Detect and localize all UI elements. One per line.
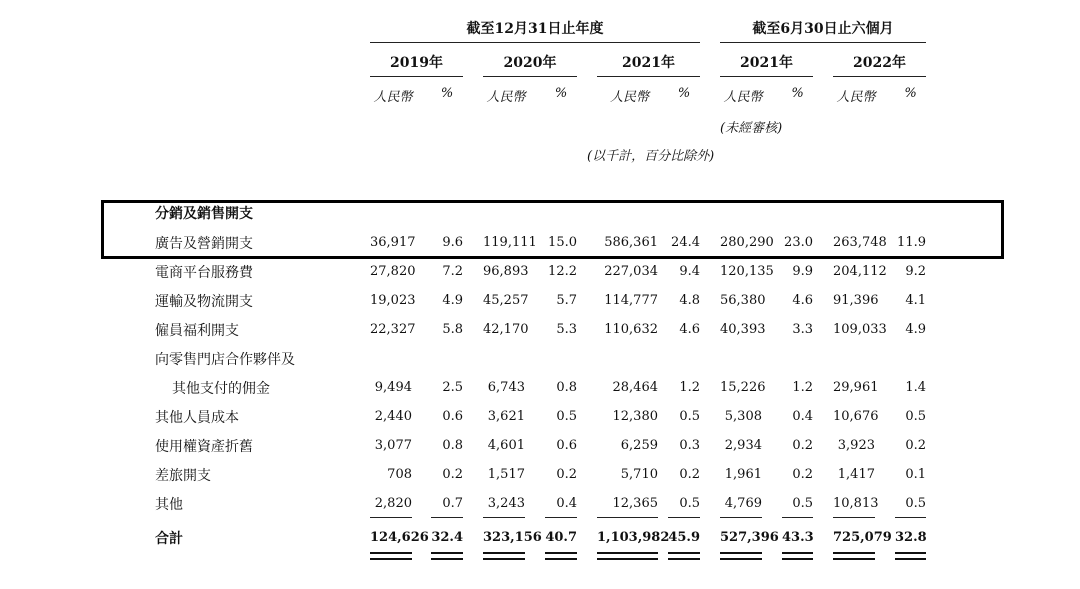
percent-cell: 0.4 (556, 496, 577, 511)
total-double-rule (431, 552, 463, 560)
amount-cell: 36,917 (370, 235, 416, 250)
row-label: 運輸及物流開支 (155, 294, 253, 310)
amount-cell: 9,494 (374, 380, 412, 395)
percent-cell: 0.5 (905, 409, 926, 424)
amount-cell: 263,748 (833, 235, 887, 250)
amount-cell: 12,365 (612, 496, 658, 511)
percent-cell: 5.7 (556, 293, 577, 308)
total-label: 合計 (155, 531, 183, 547)
row-label: 電商平台服務費 (155, 265, 253, 281)
percent-cell: 5.8 (442, 322, 463, 337)
total-percent-cell: 40.7 (545, 530, 577, 545)
total-double-rule (833, 552, 875, 560)
group-header-fiscal-year: 截至12月31日止年度 (466, 21, 604, 37)
amount-cell: 2,440 (374, 409, 412, 424)
row-label: 其他 (155, 497, 183, 513)
percent-cell: 5.3 (556, 322, 577, 337)
amount-cell: 280,290 (720, 235, 774, 250)
year-header: 2021年 (740, 55, 793, 71)
row-label: 僱員福利開支 (155, 323, 239, 339)
amount-cell: 10,813 (833, 496, 879, 511)
percent-cell: 4.6 (679, 322, 700, 337)
subtotal-rule (431, 517, 463, 518)
amount-cell: 10,676 (833, 409, 879, 424)
subtotal-rule (597, 517, 658, 518)
percent-cell: 0.5 (905, 496, 926, 511)
amount-cell: 110,632 (604, 322, 658, 337)
percent-cell: 0.8 (442, 438, 463, 453)
total-amount-cell: 124,626 (370, 530, 429, 545)
amount-cell: 3,243 (487, 496, 525, 511)
amount-cell: 4,769 (724, 496, 762, 511)
subtotal-rule (668, 517, 700, 518)
subtotal-rule (833, 517, 875, 518)
percent-cell: 0.2 (556, 467, 577, 482)
unit-rmb-header: 人民幣 (373, 90, 413, 105)
percent-cell: 0.2 (792, 467, 813, 482)
percent-cell: 0.2 (792, 438, 813, 453)
amount-cell: 4,601 (487, 438, 525, 453)
total-double-rule (895, 552, 926, 560)
amount-cell: 708 (387, 467, 412, 482)
amount-cell: 28,464 (612, 380, 658, 395)
unit-pct-header: % (791, 86, 804, 101)
percent-cell: 23.0 (784, 235, 813, 250)
total-percent-cell: 43.3 (782, 530, 814, 545)
unit-rmb-header: 人民幣 (723, 90, 763, 105)
group-header-fiscal-year-line (370, 42, 700, 43)
unit-pct-header: % (440, 86, 454, 101)
amount-cell: 29,961 (833, 380, 879, 395)
amount-cell: 5,308 (724, 409, 762, 424)
percent-cell: 0.1 (905, 467, 926, 482)
row-label: 使用權資產折舊 (155, 439, 253, 455)
percent-cell: 0.6 (442, 409, 463, 424)
percent-cell: 0.5 (679, 409, 700, 424)
amount-cell: 3,923 (837, 438, 875, 453)
amount-cell: 2,934 (724, 438, 762, 453)
amount-cell: 119,111 (483, 235, 537, 250)
percent-cell: 7.2 (442, 264, 463, 279)
year-header: 2021年 (622, 55, 675, 71)
unit-rmb-header: 人民幣 (609, 90, 649, 105)
amount-cell: 227,034 (604, 264, 658, 279)
amount-cell: 45,257 (483, 293, 529, 308)
total-double-rule (782, 552, 813, 560)
amount-cell: 1,517 (487, 467, 525, 482)
subtotal-rule (545, 517, 577, 518)
amount-cell: 586,361 (604, 235, 658, 250)
amount-cell: 109,033 (833, 322, 887, 337)
percent-cell: 9.6 (442, 235, 463, 250)
amount-cell: 91,396 (833, 293, 879, 308)
percent-cell: 12.2 (548, 264, 577, 279)
percent-cell: 4.6 (792, 293, 813, 308)
total-double-rule (370, 552, 412, 560)
year-header: 2020年 (503, 55, 557, 71)
total-amount-cell: 1,103,982 (597, 530, 670, 545)
amount-cell: 1,417 (837, 467, 875, 482)
group-header-six-months-line (720, 42, 926, 43)
percent-cell: 0.2 (905, 438, 926, 453)
amount-cell: 96,893 (483, 264, 529, 279)
percent-cell: 0.6 (556, 438, 577, 453)
total-double-rule (545, 552, 577, 560)
total-amount-cell: 527,396 (720, 530, 779, 545)
percent-cell: 9.2 (905, 264, 926, 279)
amount-cell: 27,820 (370, 264, 416, 279)
amount-cell: 3,621 (487, 409, 525, 424)
total-double-rule (720, 552, 762, 560)
group-header-six-months: 截至6月30日止六個月 (752, 21, 894, 37)
percent-cell: 4.9 (442, 293, 463, 308)
units-note: (以千計，百分比除外) (587, 149, 715, 164)
subtotal-rule (720, 517, 762, 518)
total-percent-cell: 45.9 (668, 530, 700, 545)
percent-cell: 0.5 (556, 409, 577, 424)
amount-cell: 42,170 (483, 322, 529, 337)
subtotal-rule (370, 517, 412, 518)
percent-cell: 0.4 (792, 409, 813, 424)
percent-cell: 0.7 (442, 496, 463, 511)
year-header-line (483, 76, 577, 77)
year-header-line (597, 76, 700, 77)
amount-cell: 40,393 (720, 322, 766, 337)
percent-cell: 15.0 (548, 235, 577, 250)
amount-cell: 2,820 (374, 496, 412, 511)
percent-cell: 0.8 (556, 380, 577, 395)
amount-cell: 1,961 (724, 467, 762, 482)
total-percent-cell: 32.8 (895, 530, 927, 545)
percent-cell: 4.9 (905, 322, 926, 337)
amount-cell: 114,777 (604, 293, 658, 308)
year-header: 2019年 (390, 55, 443, 71)
total-double-rule (597, 552, 658, 560)
year-header-line (833, 76, 926, 77)
year-header-line (720, 76, 813, 77)
amount-cell: 204,112 (833, 264, 887, 279)
percent-cell: 11.9 (897, 235, 926, 250)
total-double-rule (483, 552, 525, 560)
total-amount-cell: 323,156 (483, 530, 542, 545)
amount-cell: 6,743 (487, 380, 525, 395)
percent-cell: 0.3 (679, 438, 700, 453)
unit-rmb-header: 人民幣 (836, 90, 876, 105)
year-header: 2022年 (853, 55, 906, 71)
section-title: 分銷及銷售開支 (155, 206, 253, 222)
row-label: 向零售門店合作夥伴及 (155, 352, 295, 368)
row-label: 差旅開支 (155, 468, 211, 484)
amount-cell: 56,380 (720, 293, 766, 308)
percent-cell: 2.5 (442, 380, 463, 395)
amount-cell: 22,327 (370, 322, 416, 337)
row-label: 其他人員成本 (155, 410, 239, 426)
amount-cell: 12,380 (612, 409, 658, 424)
percent-cell: 0.5 (792, 496, 813, 511)
amount-cell: 120,135 (720, 264, 774, 279)
total-amount-cell: 725,079 (833, 530, 892, 545)
percent-cell: 4.1 (905, 293, 926, 308)
total-percent-cell: 32.4 (431, 530, 463, 545)
unaudited-note: (未經審核) (720, 121, 783, 136)
row-label: 廣告及營銷開支 (155, 236, 253, 252)
subtotal-rule (483, 517, 525, 518)
subtotal-rule (782, 517, 813, 518)
unit-pct-header: % (677, 86, 691, 101)
amount-cell: 3,077 (374, 438, 412, 453)
amount-cell: 5,710 (620, 467, 658, 482)
total-double-rule (668, 552, 700, 560)
percent-cell: 9.4 (679, 264, 700, 279)
year-header-line (370, 76, 463, 77)
percent-cell: 3.3 (792, 322, 813, 337)
percent-cell: 1.2 (792, 380, 813, 395)
percent-cell: 0.5 (679, 496, 700, 511)
unit-pct-header: % (554, 86, 568, 101)
percent-cell: 1.4 (905, 380, 926, 395)
percent-cell: 9.9 (792, 264, 813, 279)
percent-cell: 24.4 (671, 235, 700, 250)
subtotal-rule (895, 517, 926, 518)
percent-cell: 4.8 (679, 293, 700, 308)
amount-cell: 6,259 (620, 438, 658, 453)
percent-cell: 1.2 (679, 380, 700, 395)
percent-cell: 0.2 (442, 467, 463, 482)
amount-cell: 15,226 (720, 380, 766, 395)
unit-rmb-header: 人民幣 (486, 90, 526, 105)
unit-pct-header: % (904, 86, 917, 101)
amount-cell: 19,023 (370, 293, 416, 308)
row-label: 其他支付的佣金 (172, 381, 270, 397)
percent-cell: 0.2 (679, 467, 700, 482)
highlight-box (101, 200, 1004, 259)
